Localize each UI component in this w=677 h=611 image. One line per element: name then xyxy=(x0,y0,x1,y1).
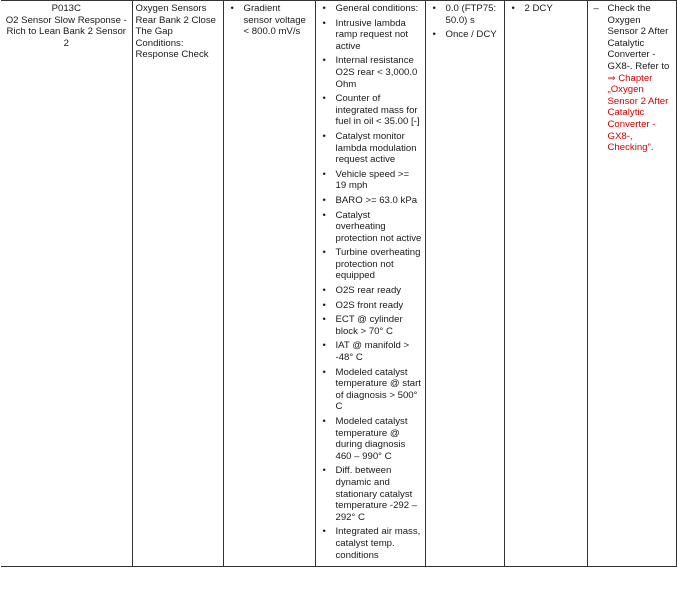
repair-list xyxy=(591,3,673,154)
monitor-text: Oxygen Sensors Rear Bank 2 Close The Gap Conditions: Response Check xyxy=(135,3,217,61)
malfunction-criteria-cell xyxy=(223,1,315,567)
link-arrow-icon: ⇒ xyxy=(607,72,616,84)
list-item: • General conditions: xyxy=(319,3,422,15)
list-item: • Internal resistance O2S rear < 3,000.0 Ohm xyxy=(319,55,422,90)
list-item: • Vehicle speed >= 19 mph xyxy=(319,169,422,192)
mil-list xyxy=(508,3,584,15)
list-item: • Counter of integrated mass for fuel in oil < 35.00 [-] xyxy=(319,93,422,128)
list-item: • 0.0 (FTP75: 50.0) s xyxy=(429,3,501,26)
chapter-link[interactable] xyxy=(608,73,669,154)
fault-code: P013C xyxy=(51,3,81,14)
list-item: • Integrated air mass, catalyst temp. conditions xyxy=(319,526,422,561)
list-item: • 2 DCY xyxy=(508,3,584,15)
repair-text: Check the Oxygen Sensor 2 After Catalytic Converter - GX8-. Refer to xyxy=(607,3,670,72)
fault-code-cell xyxy=(1,1,132,567)
monitor-cell xyxy=(132,1,223,567)
diagnostic-table xyxy=(1,0,677,567)
list-item: • Catalyst overheating protection not active xyxy=(319,210,422,245)
list-item: • Intrusive lambda ramp request not active xyxy=(319,18,422,53)
mil-cell xyxy=(504,1,587,567)
list-item: • O2S front ready xyxy=(319,300,422,312)
repair-cell xyxy=(587,1,676,567)
list-item: • Diff. between dynamic and stationary catalyst temperature -292 – 292° C xyxy=(319,465,422,523)
list-item xyxy=(591,3,673,154)
list-item: • Modeled catalyst temperature @ start of diagnosis > 500° C xyxy=(319,367,422,413)
table-row xyxy=(1,1,676,567)
list-item: • Turbine overheating protection not equipped xyxy=(319,247,422,282)
list-item: • Gradient sensor voltage < 800.0 mV/s xyxy=(227,3,312,38)
list-item: • BARO >= 63.0 kPa xyxy=(319,195,422,207)
list-item: • ECT @ cylinder block > 70° C xyxy=(319,314,422,337)
enable-conditions-list xyxy=(319,3,422,561)
list-item: • O2S rear ready xyxy=(319,285,422,297)
time-required-list xyxy=(429,3,501,41)
time-required-cell xyxy=(425,1,504,567)
list-item: • IAT @ manifold > -48° C xyxy=(319,340,422,363)
list-item: • Modeled catalyst temperature @ during diagnosis 460 – 990° C xyxy=(319,416,422,462)
chapter-link-text: Chapter „Oxygen Sensor 2 After Catalytic Converter - GX8-, Checking". xyxy=(607,72,669,154)
fault-description: O2 Sensor Slow Response - Rich to Lean Bank 2 Sensor 2 xyxy=(5,14,127,49)
enable-conditions-cell xyxy=(315,1,425,567)
list-item: • Once / DCY xyxy=(429,29,501,41)
malfunction-criteria-list xyxy=(227,3,312,38)
list-item: • Catalyst monitor lambda modulation request active xyxy=(319,131,422,166)
